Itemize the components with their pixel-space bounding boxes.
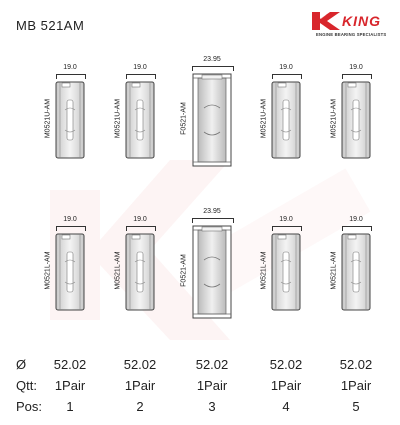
bearing-shell [124, 80, 156, 165]
width-dimension: 19.0 [349, 216, 363, 223]
pos-cell: 2 [136, 399, 144, 414]
part-code: M0521L-AM [44, 251, 52, 290]
quantity-label: Qtt: [16, 378, 37, 393]
dimension-line [342, 226, 372, 231]
qty-cell: 1Pair [270, 378, 302, 393]
diameter-cell: 52.02 [53, 357, 87, 372]
diameter-cell: 52.02 [195, 357, 229, 372]
brand-tagline: ENGINE BEARING SPECIALISTS [316, 32, 387, 37]
bearing-shell [340, 80, 372, 165]
king-k-icon [308, 10, 342, 32]
width-dimension: 19.0 [349, 64, 363, 71]
diameter-label: Ø [16, 357, 27, 372]
dimension-line [192, 66, 234, 71]
part-code: F0521-AM [180, 254, 188, 287]
pos-cell: 5 [352, 399, 360, 414]
part-code: M0521L-AM [114, 251, 122, 290]
width-dimension: 23.95 [203, 56, 221, 63]
pos-cell: 1 [66, 399, 74, 414]
flange-bearing-shell [190, 72, 234, 173]
part-code: F0521-AM [180, 102, 188, 135]
part-code: M0521L-AM [330, 251, 338, 290]
bearing-shell [270, 232, 302, 317]
page-title: MB 521AM [16, 18, 85, 33]
king-logo [308, 10, 392, 44]
brand-name: KING [342, 13, 381, 29]
width-dimension: 19.0 [133, 216, 147, 223]
qty-cell: 1Pair [196, 378, 228, 393]
part-code: M0521U-AM [114, 98, 122, 139]
part-code: M0521U-AM [260, 98, 268, 139]
width-dimension: 19.0 [133, 64, 147, 71]
part-code: M0521U-AM [44, 98, 52, 139]
dimension-line [272, 226, 302, 231]
part-code: M0521L-AM [260, 251, 268, 290]
dimension-line [56, 226, 86, 231]
width-dimension: 19.0 [279, 216, 293, 223]
diameter-cell: 52.02 [269, 357, 303, 372]
bearing-shell [54, 80, 86, 165]
width-dimension: 23.95 [203, 208, 221, 215]
diameter-cell: 52.02 [123, 357, 157, 372]
dimension-line [126, 74, 156, 79]
width-dimension: 19.0 [63, 216, 77, 223]
dimension-line [272, 74, 302, 79]
qty-cell: 1Pair [54, 378, 86, 393]
bearing-shell [124, 232, 156, 317]
diameter-cell: 52.02 [339, 357, 373, 372]
bearing-shell [340, 232, 372, 317]
bearing-shell [54, 232, 86, 317]
dimension-line [56, 74, 86, 79]
pos-cell: 3 [208, 399, 216, 414]
qty-cell: 1Pair [340, 378, 372, 393]
flange-bearing-shell [190, 224, 234, 325]
dimension-line [342, 74, 372, 79]
pos-cell: 4 [282, 399, 290, 414]
qty-cell: 1Pair [124, 378, 156, 393]
width-dimension: 19.0 [63, 64, 77, 71]
position-label: Pos: [16, 399, 43, 414]
bearing-shell [270, 80, 302, 165]
part-code: M0521U-AM [330, 98, 338, 139]
dimension-line [192, 218, 234, 223]
width-dimension: 19.0 [279, 64, 293, 71]
dimension-line [126, 226, 156, 231]
